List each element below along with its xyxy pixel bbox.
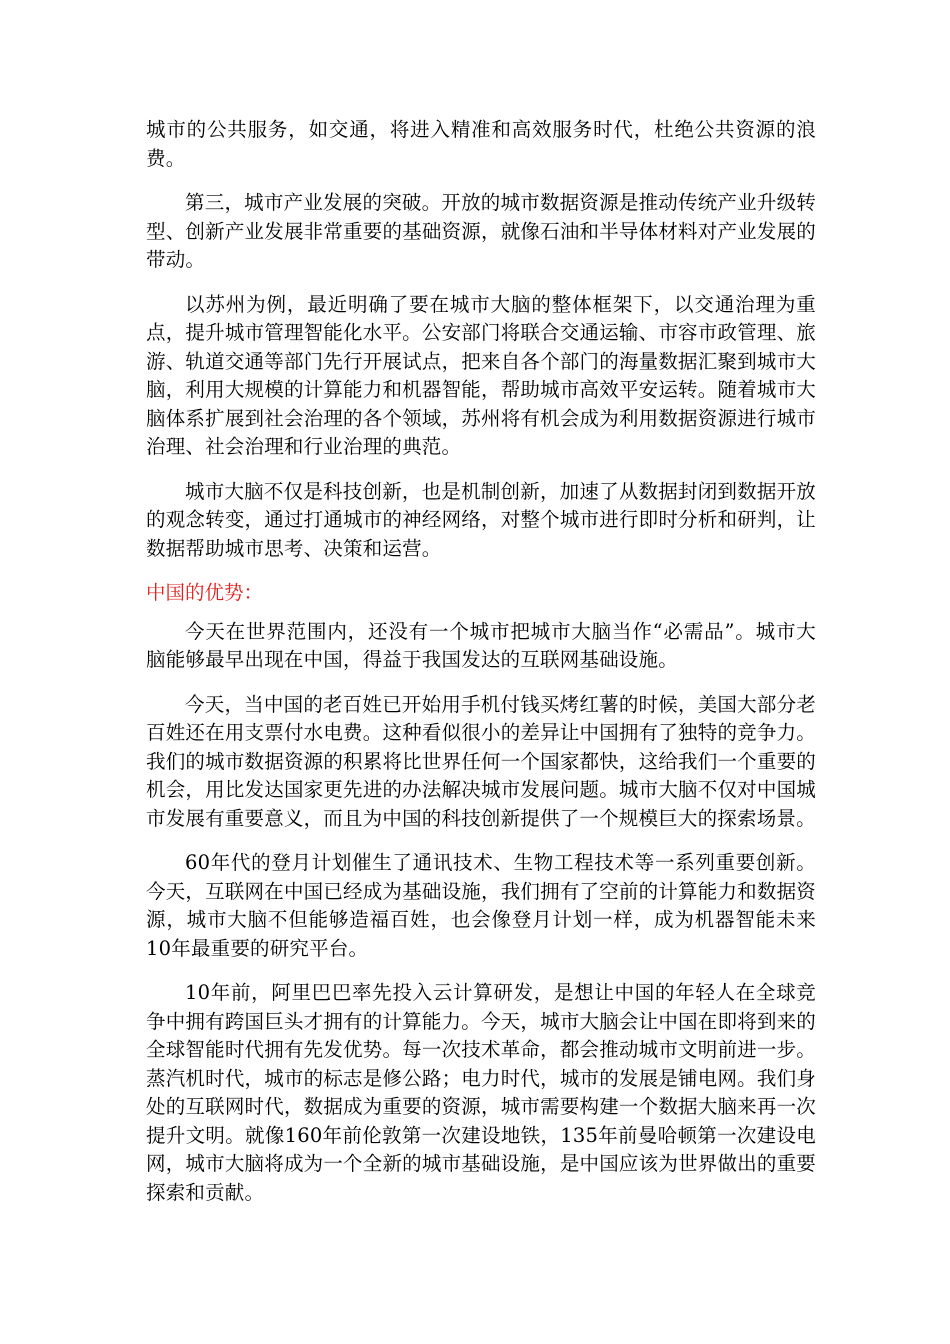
section-heading-china-advantage: 中国的优势： bbox=[146, 581, 264, 604]
paragraph-competitiveness: 今天，当中国的老百姓已开始用手机付钱买烤红薯的时候，美国大部分老百姓还在用支票付水电费。这种看似很小的差异让中国拥有了独特的竞争力。我们的城市数据资源的积累将比世界任何一个国家都快，这给我们一个重要的机会，用比发达国家更先进的办法解决城市发展问题。城市大脑不仅对中国城市发展有重要意义，而且为中国的科技创新提供了一个规模巨大的探索场景。 bbox=[146, 692, 816, 830]
paragraph-necessity: 今天在世界范围内，还没有一个城市把城市大脑当作“必需品”。城市大脑能够最早出现在中国，得益于我国发达的互联网基础设施。 bbox=[146, 619, 816, 671]
document-page bbox=[146, 116, 816, 1223]
paragraph-moon-landing: 60年代的登月计划催生了通讯技术、生物工程技术等一系列重要创新。今天，互联网在中国已经成为基础设施，我们拥有了空前的计算能力和数据资源，城市大脑不但能够造福百姓，也会像登月计划一样，成为机器智能未来10年最重要的研究平台。 bbox=[146, 851, 816, 960]
paragraph-mechanism-innovation: 城市大脑不仅是科技创新，也是机制创新，加速了从数据封闭到数据开放的观念转变，通过打通城市的神经网络，对整个城市进行即时分析和研判，让数据帮助城市思考、决策和运营。 bbox=[146, 479, 816, 560]
paragraph-cloud-computing: 10年前，阿里巴巴率先投入云计算研发，是想让中国的年轻人在全球竞争中拥有跨国巨头才拥有的计算能力。今天，城市大脑会让中国在即将到来的全球智能时代拥有先发优势。每一次技术革命，都会推动城市文明前进一步。蒸汽机时代，城市的标志是修公路；电力时代，城市的发展是铺电网。我们身处的互联网时代，数据成为重要的资源，城市需要构建一个数据大脑来再一次提升文明。就像160年前伦敦第一次建设地铁，135年前曼哈顿第一次建设电网，城市大脑将成为一个全新的城市基础设施，是中国应该为世界做出的重要探索和贡献。 bbox=[146, 981, 816, 1204]
paragraph-industry-breakthrough: 第三，城市产业发展的突破。开放的城市数据资源是推动传统产业升级转型、创新产业发展非常重要的基础资源，就像石油和半导体材料对产业发展的带动。 bbox=[146, 191, 816, 271]
paragraph-public-services: 城市的公共服务，如交通，将进入精准和高效服务时代，杜绝公共资源的浪费。 bbox=[146, 118, 816, 170]
paragraph-suzhou-example: 以苏州为例，最近明确了要在城市大脑的整体框架下，以交通治理为重点，提升城市管理智能化水平。公安部门将联合交通运输、市容市政管理、旅游、轨道交通等部门先行开展试点，把来自各个部门的海量数据汇聚到城市大脑，利用大规模的计算能力和机器智能，帮助城市高效平安运转。随着城市大脑体系扩展到社会治理的各个领域，苏州将有机会成为利用数据资源进行城市治理、社会治理和行业治理的典范。 bbox=[146, 292, 816, 458]
